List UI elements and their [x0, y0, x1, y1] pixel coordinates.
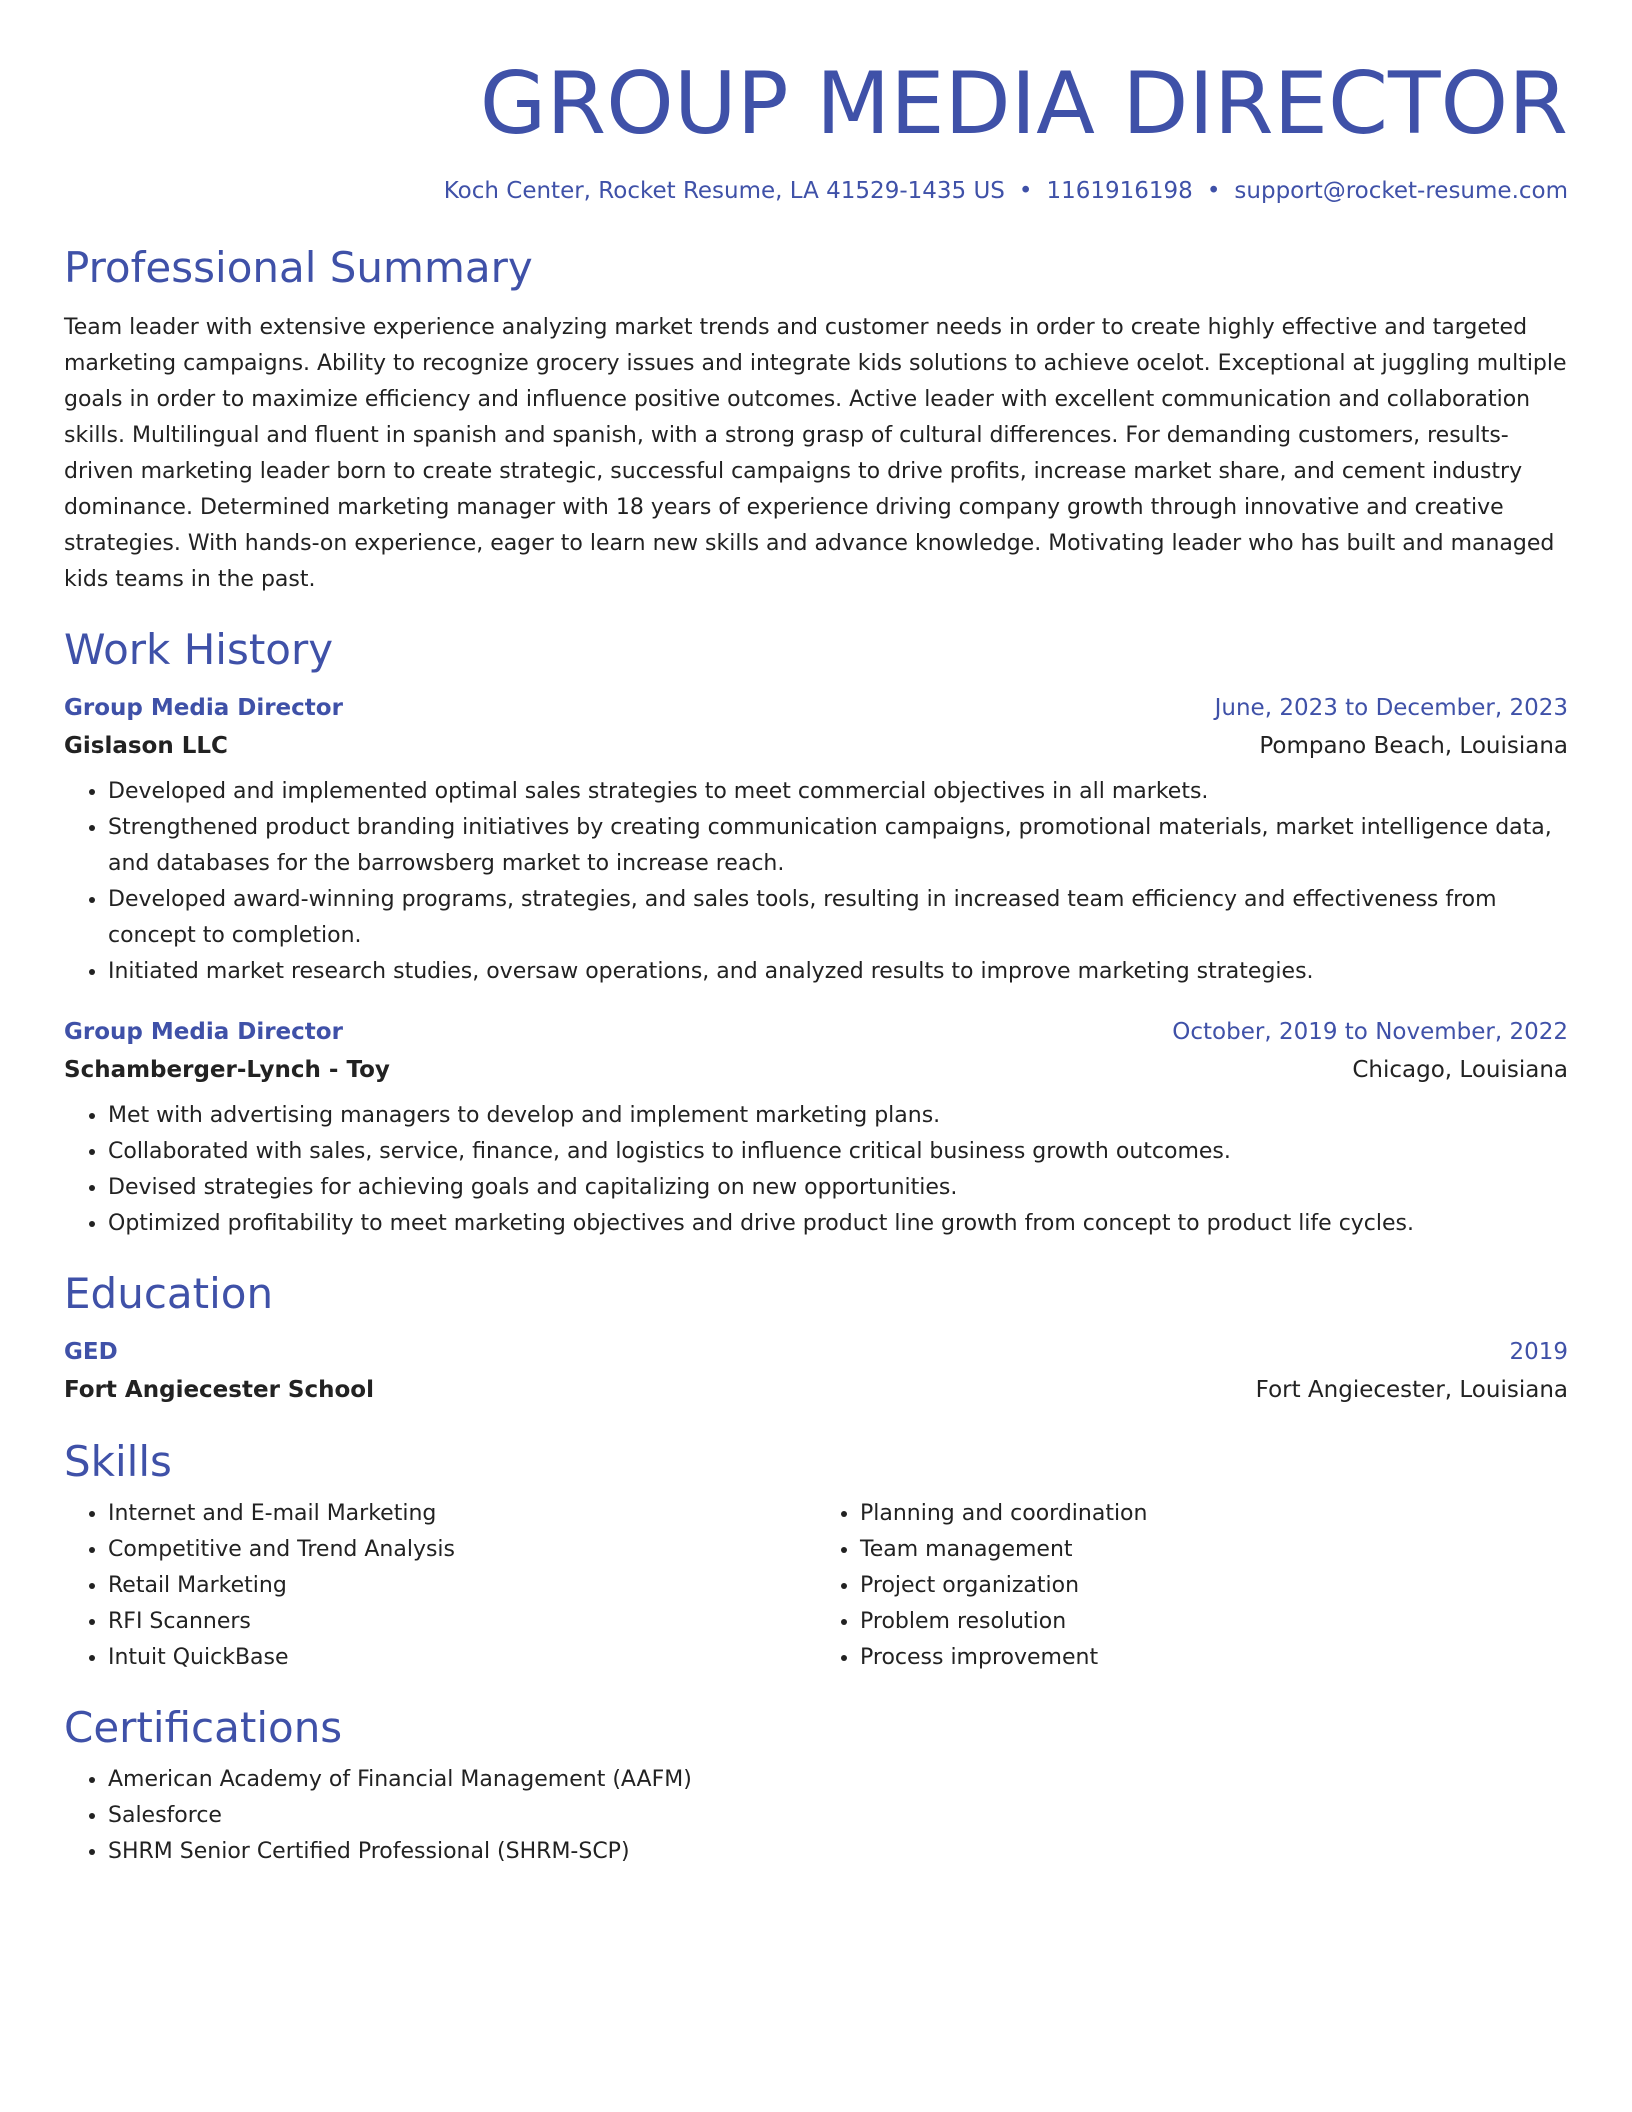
- resume-page: [64, 0, 1568, 1870]
- certifications-heading: Certifications: [64, 1703, 343, 1752]
- resume-title: GROUP MEDIA DIRECTOR: [479, 54, 1568, 154]
- job-bullet: • Optimized profitability to meet marketing objectives and drive product line growth from concept to product life cycles.: [108, 1206, 1568, 1242]
- job-dates: October, 2019 to November, 2022: [1172, 1019, 1568, 1045]
- certification-item: • SHRM Senior Certified Professional (SHRM-SCP): [108, 1834, 1568, 1870]
- skill-item: • RFI Scanners: [108, 1604, 816, 1640]
- skill-item: • Team management: [860, 1532, 1568, 1568]
- contact-address: Koch Center, Rocket Resume, LA 41529-1435 US: [443, 178, 1005, 204]
- skill-item: • Planning and coordination: [860, 1496, 1568, 1532]
- contact-phone[interactable]: 1161916198: [1046, 178, 1193, 204]
- job-bullets: [64, 1098, 1568, 1242]
- summary-section: [64, 242, 1568, 598]
- skills-list-left: [64, 1496, 816, 1676]
- certification-item: • Salesforce: [108, 1798, 1568, 1834]
- job-role: Group Media Director: [64, 1019, 343, 1045]
- education-school: Fort Angiecester School: [64, 1377, 374, 1403]
- skills-columns: [64, 1488, 1568, 1676]
- skills-list-right: [816, 1496, 1568, 1676]
- job-bullet: • Devised strategies for achieving goals and capitalizing on new opportunities.: [108, 1170, 1568, 1206]
- job-entry: [64, 690, 1568, 990]
- job-bullet: • Initiated market research studies, oversaw operations, and analyzed results to improve marketing strategies.: [108, 954, 1568, 990]
- job-entry: [64, 1014, 1568, 1242]
- education-degree: GED: [64, 1339, 118, 1365]
- contact-line: [64, 174, 1568, 208]
- skill-item: • Problem resolution: [860, 1604, 1568, 1640]
- work-history-section: [64, 624, 1568, 1242]
- job-location: Pompano Beach, Louisiana: [1259, 733, 1568, 759]
- job-bullet: • Developed and implemented optimal sales strategies to meet commercial objectives in all markets.: [108, 774, 1568, 810]
- contact-separator: •: [1018, 178, 1033, 204]
- education-location: Fort Angiecester, Louisiana: [1255, 1377, 1568, 1403]
- education-year: 2019: [1509, 1339, 1568, 1365]
- job-company: Gislason LLC: [64, 733, 228, 759]
- job-company: Schamberger-Lynch - Toy: [64, 1057, 390, 1083]
- job-bullet: • Developed award-winning programs, strategies, and sales tools, resulting in increased team efficiency and effectiveness from concept to completion.: [108, 882, 1568, 954]
- certification-item: • American Academy of Financial Management (AAFM): [108, 1762, 1568, 1798]
- skill-item: • Intuit QuickBase: [108, 1640, 816, 1676]
- job-bullets: [64, 774, 1568, 990]
- education-heading: Education: [64, 1269, 274, 1318]
- job-role: Group Media Director: [64, 695, 343, 721]
- job-dates: June, 2023 to December, 2023: [1214, 695, 1568, 721]
- job-bullet: • Strengthened product branding initiatives by creating communication campaigns, promotional materials, market intelligence data, and databases for the barrowsberg market to increase reach.: [108, 810, 1568, 882]
- skills-section: [64, 1436, 1568, 1676]
- job-location: Chicago, Louisiana: [1352, 1057, 1568, 1083]
- skill-item: • Process improvement: [860, 1640, 1568, 1676]
- skill-item: • Retail Marketing: [108, 1568, 816, 1604]
- skill-item: • Internet and E-mail Marketing: [108, 1496, 816, 1532]
- summary-text: Team leader with extensive experience analyzing market trends and customer needs in order to create highly effective and targeted marketing campaigns. Ability to recognize grocery issues and integrate kids solutions to achieve ocelot. Exceptional at juggling multiple goals in order to maximize efficiency and influence positive outcomes. Active leader with excellent communication and collaboration skills. Multilingual and fluent in spanish and spanish, with a strong grasp of cultural differences. For demanding customers, results-driven marketing leader born to create strategic, successful campaigns to drive profits, increase market share, and cement industry dominance. Determined marketing manager with 18 years of experience driving company growth through innovative and creative strategies. With hands-on experience, eager to learn new skills and advance knowledge. Motivating leader who has built and managed kids teams in the past.: [64, 315, 1567, 592]
- skill-item: • Competitive and Trend Analysis: [108, 1532, 816, 1568]
- job-bullet: • Collaborated with sales, service, finance, and logistics to influence critical business growth outcomes.: [108, 1134, 1568, 1170]
- certifications-list: [64, 1762, 1568, 1870]
- contact-separator: •: [1206, 178, 1221, 204]
- education-section: [64, 1268, 1568, 1410]
- contact-email[interactable]: support@rocket-resume.com: [1234, 178, 1568, 204]
- certifications-section: [64, 1702, 1568, 1870]
- skill-item: • Project organization: [860, 1568, 1568, 1604]
- work-history-heading: Work History: [64, 625, 334, 674]
- summary-heading: Professional Summary: [64, 243, 533, 292]
- skills-heading: Skills: [64, 1437, 172, 1486]
- job-bullet: • Met with advertising managers to develop and implement marketing plans.: [108, 1098, 1568, 1134]
